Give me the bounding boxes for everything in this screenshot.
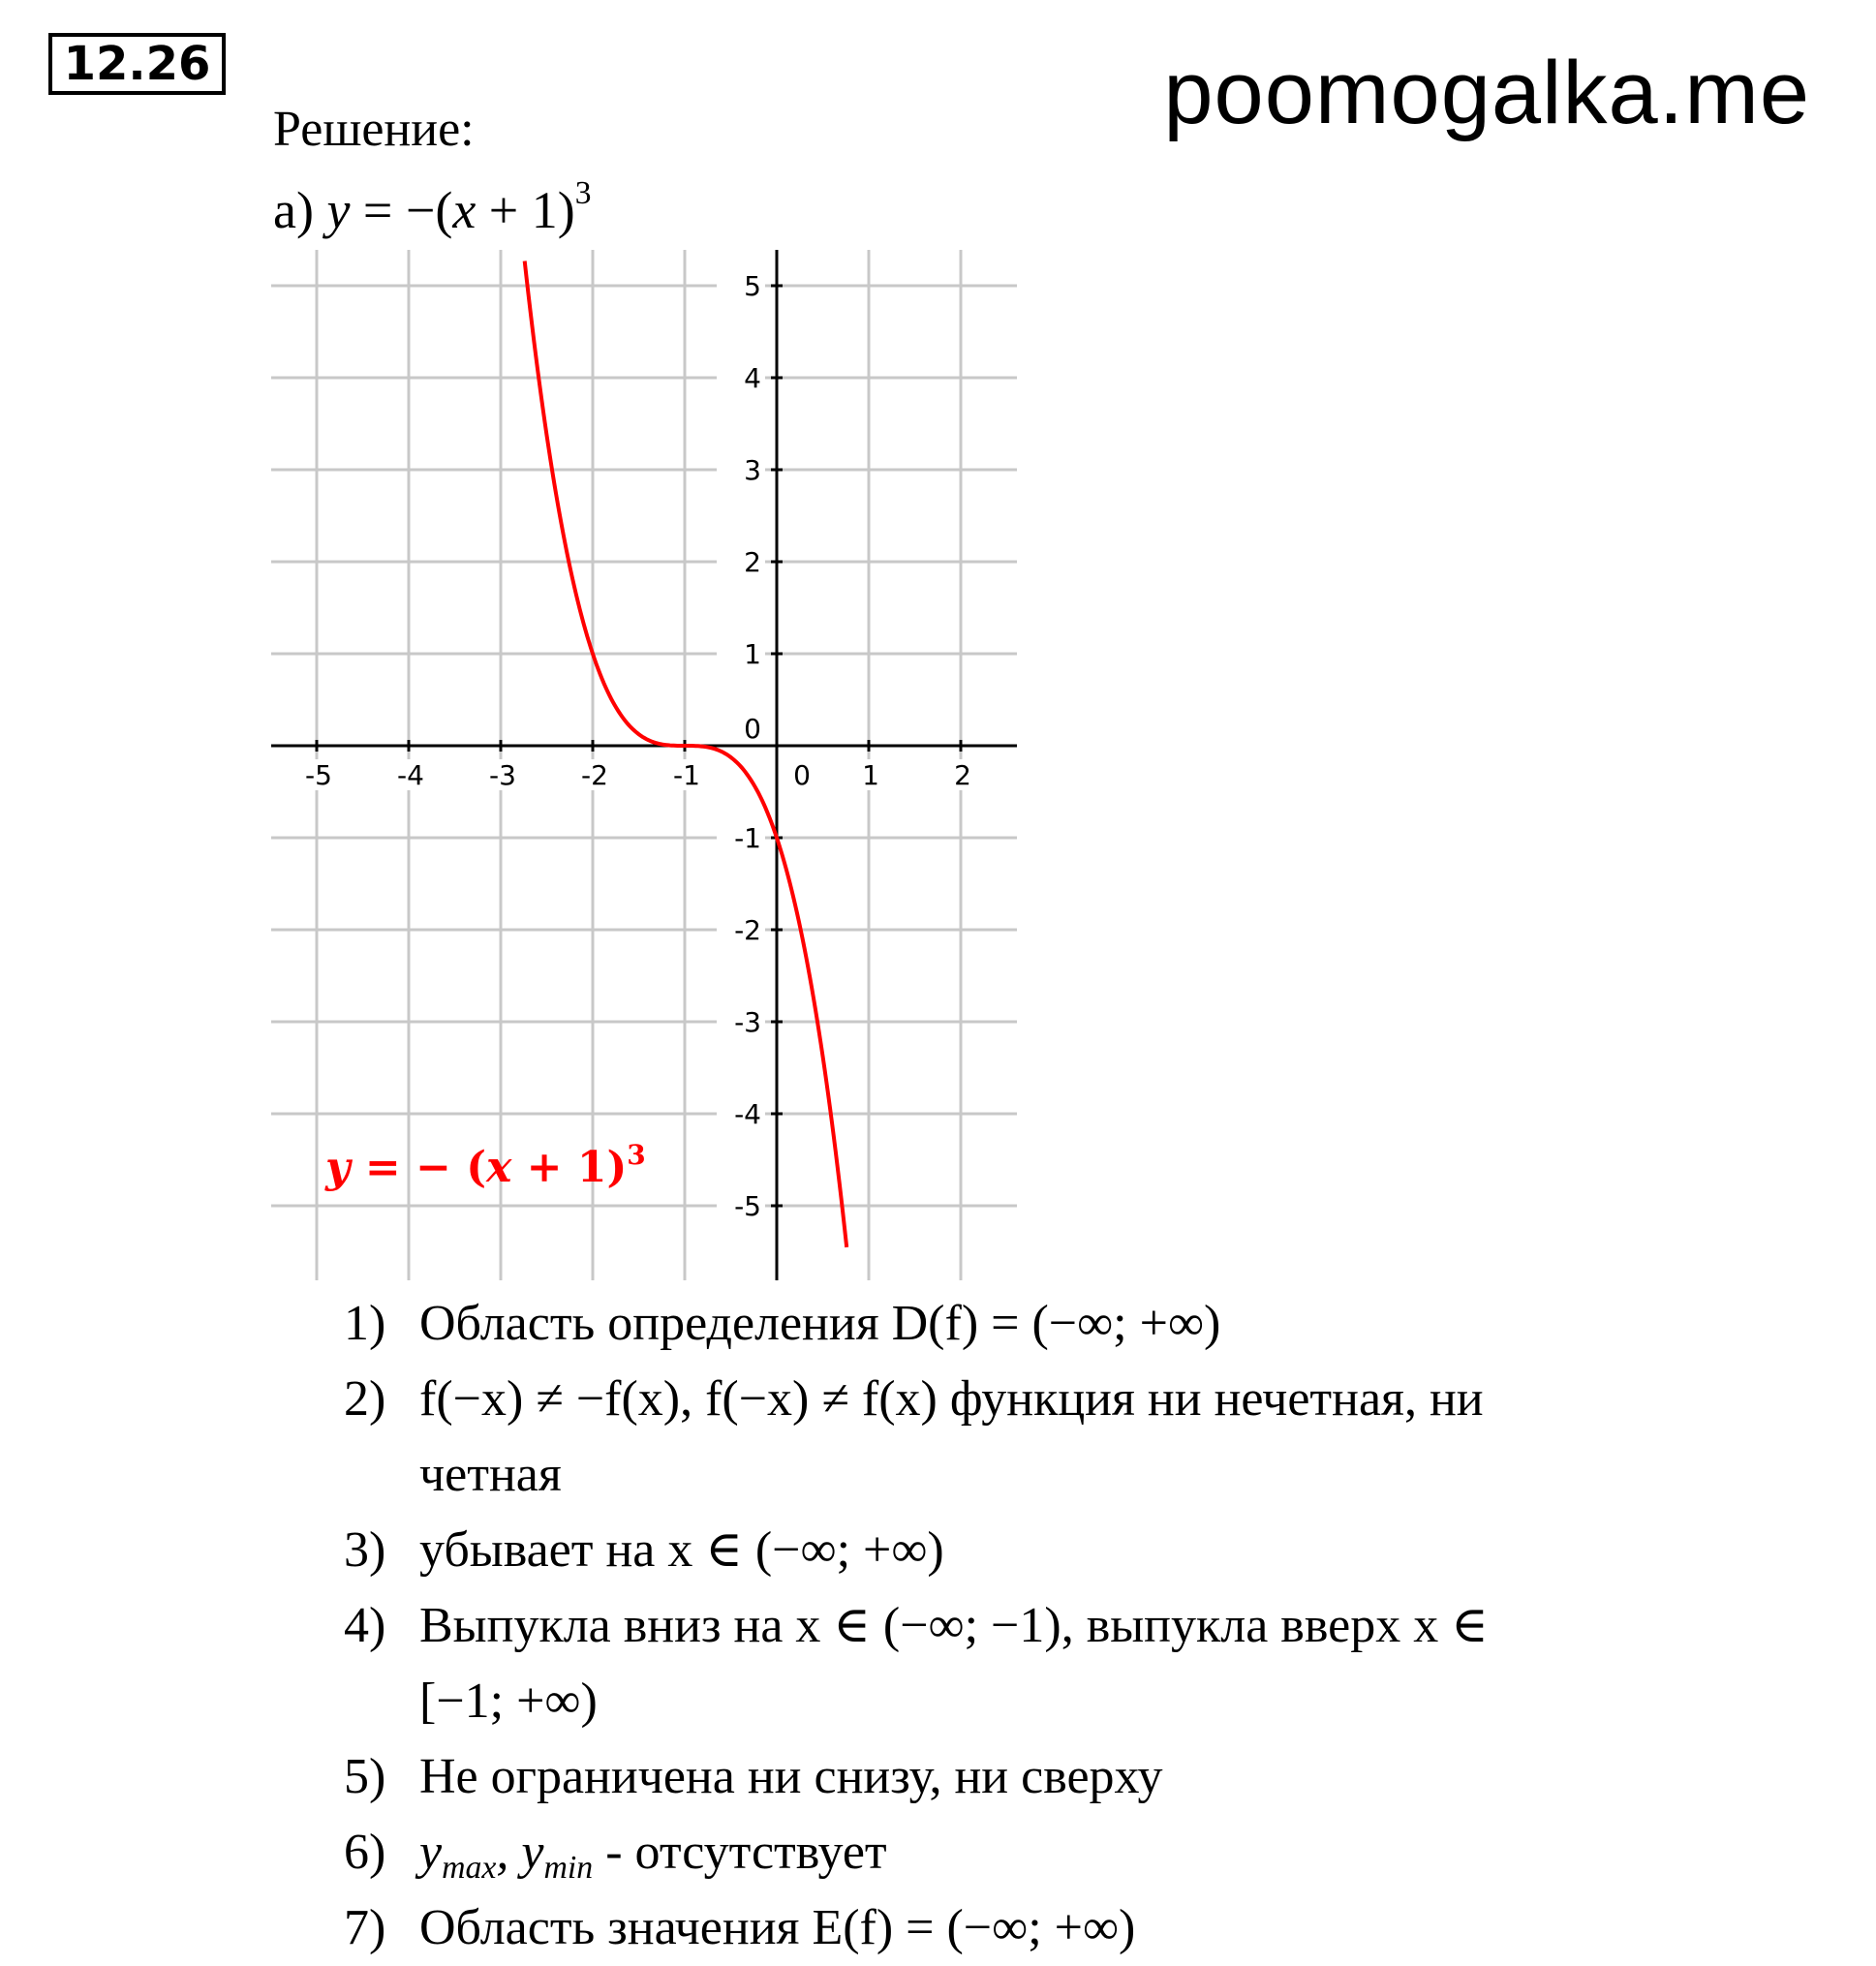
- x-tick-label: 2: [954, 759, 971, 791]
- y-tick-label: -2: [734, 914, 761, 946]
- curve-label-part: + 1): [511, 1143, 628, 1192]
- properties-list: [344, 1286, 1816, 1966]
- y-tick-label: 2: [744, 546, 761, 578]
- property-text-continued: четная: [419, 1447, 562, 1502]
- part-a-prefix: а): [273, 181, 327, 239]
- property-number: 7): [344, 1900, 386, 1955]
- problem-number: 12.26: [48, 33, 226, 95]
- property-number: 2): [344, 1371, 386, 1427]
- property-text: Область значения E(f) = (−∞; +∞): [419, 1900, 1136, 1955]
- solution-label: Решение:: [273, 102, 475, 157]
- part-a-formula: [273, 174, 592, 239]
- property-text-continued: [−1; +∞): [419, 1674, 598, 1729]
- y-tick-label: -1: [734, 822, 761, 854]
- property-number: 6): [344, 1825, 386, 1880]
- property-text: Не ограничена ни снизу, ни сверху: [419, 1749, 1163, 1804]
- y-tick-label: -5: [734, 1190, 761, 1222]
- property-text: Выпукла вниз на x ∈ (−∞; −1), выпукла вверх x ∈: [419, 1598, 1489, 1653]
- y-max-symbol: y: [419, 1825, 443, 1880]
- grid-lines: [271, 250, 1017, 1280]
- property-number: 5): [344, 1749, 386, 1804]
- property-3: [344, 1513, 1816, 1588]
- x-tick-label: 1: [862, 759, 879, 791]
- y-tick-label: 5: [744, 270, 761, 302]
- property-number: 3): [344, 1522, 386, 1578]
- curve-label-part: y: [325, 1143, 351, 1192]
- x-tick-label: -4: [397, 759, 424, 791]
- property-text: Область определения D(f) = (−∞; +∞): [419, 1296, 1221, 1351]
- x-tick-label: -1: [673, 759, 700, 791]
- y-min-symbol: , y: [496, 1825, 544, 1880]
- property-text: f(−x) ≠ −f(x), f(−x) ≠ f(x) функция ни нечетная, ни: [419, 1371, 1484, 1427]
- curve-label-part: = − (: [350, 1143, 487, 1192]
- property-number: 1): [344, 1296, 386, 1351]
- property-text: убывает на x ∈ (−∞; +∞): [419, 1522, 944, 1578]
- y-max-subscript: max: [442, 1850, 497, 1887]
- formula-lhs: y: [326, 181, 351, 239]
- x-tick-label: -2: [581, 759, 608, 791]
- x-tick-label: -3: [489, 759, 516, 791]
- x-tick-label: -5: [305, 759, 332, 791]
- y-tick-label: -4: [734, 1098, 761, 1130]
- y-tick-label: 3: [744, 454, 761, 486]
- y-tick-label: 0: [744, 713, 761, 745]
- property-6: [344, 1815, 1816, 1890]
- function-graph: [271, 250, 1017, 1280]
- property-number: 4): [344, 1598, 386, 1653]
- y-min-subscript: min: [543, 1850, 594, 1887]
- property-2: [344, 1362, 1816, 1513]
- curve-label: [324, 1139, 646, 1192]
- property-5: [344, 1739, 1816, 1815]
- property-4: [344, 1588, 1816, 1739]
- formula-tail: + 1): [476, 181, 575, 239]
- axes: [271, 250, 1017, 1280]
- property-7: [344, 1890, 1816, 1966]
- formula-var: x: [452, 181, 477, 239]
- y-tick-label: -3: [734, 1006, 761, 1038]
- curve-label-part: x: [486, 1143, 512, 1192]
- formula-exponent: 3: [574, 174, 592, 211]
- y-tick-label: 4: [744, 362, 761, 394]
- y-tick-label: 1: [744, 638, 761, 670]
- curve-label-part: 3: [627, 1139, 646, 1171]
- property-text: - отсутствует: [593, 1825, 887, 1880]
- watermark: poomogalka.me: [1163, 44, 1810, 142]
- formula-mid: = −(: [350, 181, 453, 239]
- property-1: [344, 1286, 1816, 1362]
- x-tick-label: 0: [793, 759, 811, 791]
